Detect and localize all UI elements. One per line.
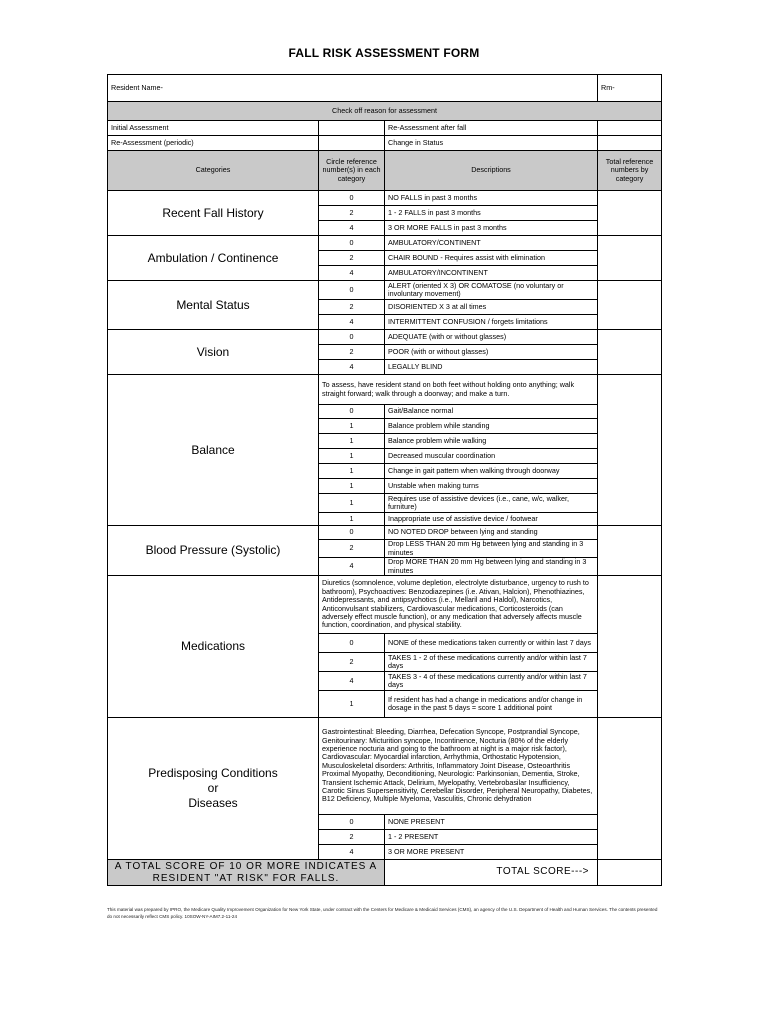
reassess-fall-label: Re-Assessment after fall (385, 121, 598, 136)
ref-number[interactable]: 2 (319, 345, 385, 360)
ref-number[interactable]: 4 (319, 672, 385, 691)
category-blood-pressure: Blood Pressure (Systolic) (108, 526, 319, 576)
change-status-label: Change in Status (385, 136, 598, 151)
ref-number[interactable]: 0 (319, 526, 385, 540)
ref-number[interactable]: 2 (319, 206, 385, 221)
category-vision: Vision (108, 330, 319, 375)
ref-number[interactable]: 0 (319, 634, 385, 653)
col-categories: Categories (108, 151, 319, 191)
initial-assessment-label: Initial Assessment (108, 121, 319, 136)
check-reason-header: Check off reason for assessment (108, 102, 662, 121)
description: 1 - 2 FALLS in past 3 months (385, 206, 598, 221)
ref-number[interactable]: 2 (319, 540, 385, 558)
ref-number[interactable]: 1 (319, 494, 385, 513)
risk-note: A TOTAL SCORE OF 10 OR MORE INDICATES A RESIDENT "AT RISK" FOR FALLS. (108, 860, 385, 886)
col-descriptions: Descriptions (385, 151, 598, 191)
col-circle: Circle reference number(s) in each category (319, 151, 385, 191)
initial-assessment-check[interactable] (319, 121, 385, 136)
description: Decreased muscular coordination (385, 449, 598, 464)
ref-number[interactable]: 1 (319, 479, 385, 494)
ref-number[interactable]: 2 (319, 300, 385, 315)
category-recent-fall: Recent Fall History (108, 191, 319, 236)
description: LEGALLY BLIND (385, 360, 598, 375)
category-ambulation: Ambulation / Continence (108, 236, 319, 281)
description: 3 OR MORE FALLS in past 3 months (385, 221, 598, 236)
room-field[interactable] (598, 75, 662, 102)
description: NO NOTED DROP between lying and standing (385, 526, 598, 540)
ref-number[interactable]: 0 (319, 191, 385, 206)
total-medications[interactable] (598, 576, 662, 718)
description: INTERMITTENT CONFUSION / forgets limitations (385, 315, 598, 330)
ref-number[interactable]: 4 (319, 845, 385, 860)
reassess-fall-check[interactable] (598, 121, 662, 136)
ref-number[interactable]: 0 (319, 330, 385, 345)
conditions-list: Gastrointestinal: Bleeding, Diarrhea, Defecation Syncope, Postprandial Syncope, Genitourinary: Micturition syncope, Incontinence, Nocturia (80% of the elderly experience nocturia and going to the bathroom at night is a major risk factor), Cardiovascular: Myocardial infarction, Arrhythmia, Orthostatic Hypotension, Musculoskeletal disorders: Arthritis, Inflammatory Joint Disease, Osteoarthritis Proximal Myopathy, Deconditioning, Neurologic: Parkinsonian, Dementia, Stroke, Transient Ischemic Attack, Delirium, Myelopathy, Vertebrobasilar Insufficiency, Carotic Sinus Supersensitivity, Cerebellar Disorder, Peripheral Neuropathy, Diabetes, B12 Deficiency, Multiple Myeloma, Vasculitis, Chronic dehydration (319, 718, 598, 815)
room-label: Rm- (601, 82, 615, 92)
ref-number[interactable]: 1 (319, 513, 385, 526)
description: Change in gait pattern when walking through doorway (385, 464, 598, 479)
description: Balance problem while walking (385, 434, 598, 449)
medications-list: Diuretics (somnolence, volume depletion, electrolyte disturbance, urgency to rush to bathroom), Psychoactives: Benzodiazepines (i.e. Ativan, Halcion), Phenothiazines, Antidepressants, and antipsychotics (i.e., Mellaril and Haldol), Narcotics, Anticonvulsant stabilizers, Cardiovascular medications, Corticosteroids (can adversely effect muscle function), or any medication that adversely affects muscle function, coordination, and physical stability. (319, 576, 598, 634)
total-ambulation[interactable] (598, 236, 662, 281)
page-title: FALL RISK ASSESSMENT FORM (288, 46, 480, 60)
description: 1 - 2 PRESENT (385, 830, 598, 845)
ref-number[interactable]: 0 (319, 236, 385, 251)
description: AMBULATORY/INCONTINENT (385, 266, 598, 281)
col-total: Total reference numbers by category (598, 151, 662, 191)
description: 3 OR MORE PRESENT (385, 845, 598, 860)
total-balance[interactable] (598, 375, 662, 526)
description: NONE PRESENT (385, 815, 598, 830)
description: Drop LESS THAN 20 mm Hg between lying and standing in 3 minutes (385, 540, 598, 558)
reassess-periodic-check[interactable] (319, 136, 385, 151)
total-score-label: TOTAL SCORE---> (385, 860, 598, 886)
total-score-field[interactable] (598, 860, 662, 886)
description: Unstable when making turns (385, 479, 598, 494)
total-recent-fall[interactable] (598, 191, 662, 236)
ref-number[interactable]: 1 (319, 449, 385, 464)
total-vision[interactable] (598, 330, 662, 375)
description: CHAIR BOUND - Requires assist with elimination (385, 251, 598, 266)
description: Inappropriate use of assistive device / footwear (385, 513, 598, 526)
category-predisposing (108, 718, 319, 860)
ref-number[interactable]: 1 (319, 434, 385, 449)
ref-number[interactable]: 2 (319, 830, 385, 845)
predisposing-line1: Predisposing Conditions (148, 766, 278, 780)
ref-number[interactable]: 4 (319, 221, 385, 236)
description: DISORIENTED X 3 at all times (385, 300, 598, 315)
category-medications: Medications (108, 576, 319, 718)
ref-number[interactable]: 2 (319, 653, 385, 672)
change-status-check[interactable] (598, 136, 662, 151)
total-mental-status[interactable] (598, 281, 662, 330)
ref-number[interactable]: 0 (319, 281, 385, 300)
description: TAKES 1 - 2 of these medications currently and/or within last 7 days (385, 653, 598, 672)
balance-instructions: To assess, have resident stand on both feet without holding onto anything; walk straight forward; walk through a doorway; and make a turn. (319, 375, 598, 405)
ref-number[interactable]: 0 (319, 405, 385, 419)
ref-number[interactable]: 0 (319, 815, 385, 830)
description: NONE of these medications taken currently or within last 7 days (385, 634, 598, 653)
description: Requires use of assistive devices (i.e., cane, w/c, walker, furniture) (385, 494, 598, 513)
predisposing-line3: Diseases (188, 796, 238, 810)
description: NO FALLS in past 3 months (385, 191, 598, 206)
ref-number[interactable]: 4 (319, 315, 385, 330)
description: TAKES 3 - 4 of these medications currently and/or within last 7 days (385, 672, 598, 691)
ref-number[interactable]: 4 (319, 558, 385, 576)
ref-number[interactable]: 4 (319, 360, 385, 375)
ref-number[interactable]: 4 (319, 266, 385, 281)
description: POOR (with or without glasses) (385, 345, 598, 360)
category-mental-status: Mental Status (108, 281, 319, 330)
predisposing-line2: or (207, 781, 219, 795)
total-blood-pressure[interactable] (598, 526, 662, 576)
description: ALERT (oriented X 3) OR COMATOSE (no voluntary or involuntary movement) (385, 281, 598, 300)
ref-number[interactable]: 2 (319, 251, 385, 266)
description: Balance problem while standing (385, 419, 598, 434)
assessment-table (107, 74, 662, 886)
resident-name-field[interactable] (108, 75, 598, 102)
description: ADEQUATE (with or without glasses) (385, 330, 598, 345)
ref-number[interactable]: 1 (319, 464, 385, 479)
category-balance: Balance (108, 375, 319, 526)
reassess-periodic-label: Re-Assessment (periodic) (108, 136, 319, 151)
description: AMBULATORY/CONTINENT (385, 236, 598, 251)
footnote: This material was prepared by IPRO, the Medicare Quality Improvement Organization for New York State, under contract with the Centers for Medicare & Medicaid Services (CMS), an agency of the U.S. Department of Health and Human Services. The contents presented do not necessarily reflect CMS policy. 10SOW-NY-AIM7.2-11-24 (107, 907, 658, 919)
description: Drop MORE THAN 20 mm Hg between lying and standing in 3 minutes (385, 558, 598, 576)
total-predisposing[interactable] (598, 718, 662, 860)
description: If resident has had a change in medications and/or change in dosage in the past 5 days = score 1 additional point (385, 691, 598, 718)
ref-number[interactable]: 1 (319, 691, 385, 718)
description: Gait/Balance normal (385, 405, 598, 419)
resident-name-label: Resident Name- (111, 82, 163, 92)
ref-number[interactable]: 1 (319, 419, 385, 434)
